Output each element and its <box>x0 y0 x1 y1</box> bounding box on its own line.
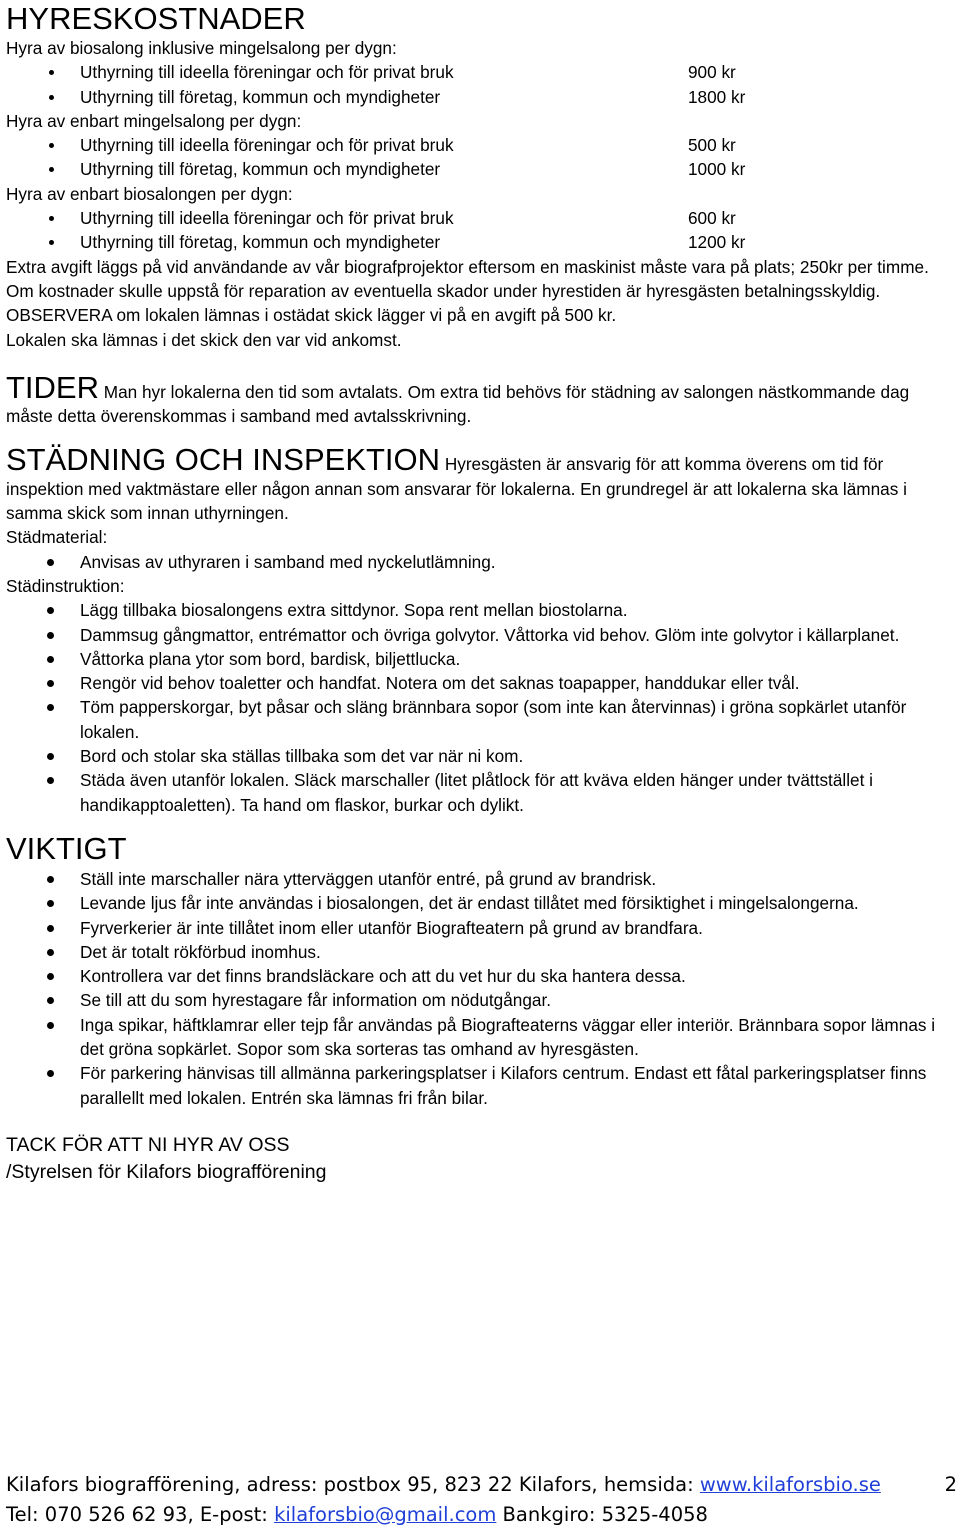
bullet-icon <box>6 647 80 671</box>
list-item <box>6 891 956 915</box>
bullet-icon <box>6 916 80 940</box>
bullet-icon <box>6 85 80 109</box>
price-value: 1800 kr <box>688 86 746 107</box>
list-item <box>6 695 956 744</box>
tider-text: Om extra tid behövs för städning av salongen nästkommande dag måste detta överenskommas i samband med avtalsskrivning. <box>6 381 910 427</box>
bullet-icon <box>6 671 80 695</box>
document-page <box>6 0 956 1186</box>
list-item <box>6 964 956 988</box>
price-label: Uthyrning till ideella föreningar och för privat bruk <box>80 135 454 156</box>
bullet-icon <box>6 964 80 988</box>
footer-address: Kilafors biografförening, adress: postbox 95, 823 22 Kilafors, hemsida: <box>6 1473 700 1496</box>
stadning-text: Hyresgästen är ansvarig för att komma överens om tid för inspektion med vaktmästare eller någon annan som ansvarar för lokalerna. En grundregel är att lokalerna ska lämnas i samma skick som innan uthyrningen. <box>6 454 907 524</box>
price-row <box>6 206 956 230</box>
bullet-icon <box>6 60 80 84</box>
list-item-text: Levande ljus får inte användas i biosalongen, det är endast tillåtet med försiktighet i mingelsalongerna. <box>80 893 859 914</box>
note-projector-fee: Extra avgift läggs på vid användande av vår biografprojektor eftersom en maskinist måste vara på plats; 250kr per timme. <box>6 256 929 277</box>
list-item-text: Lägg tillbaka biosalongens extra sittdynor. Sopa rent mellan biostolarna. <box>80 600 628 621</box>
price-value: 1200 kr <box>688 232 746 253</box>
pricing-heading-3: Hyra av enbart biosalongen per dygn: <box>6 183 293 204</box>
list-item-text: Våttorka plana ytor som bord, bardisk, biljettlucka. <box>80 648 461 669</box>
list-item <box>6 867 956 891</box>
tider-lead: Man hyr lokalerna den tid som avtalats. <box>103 381 403 402</box>
price-value: 900 kr <box>688 62 736 83</box>
list-item-text: Töm papperskorgar, byt påsar och släng brännbara sopor (som inte kan återvinnas) i gröna sopkärlet utanför lokalen. <box>80 697 907 742</box>
list-item <box>6 988 956 1012</box>
stadning-section <box>6 442 956 816</box>
footer-phone: Tel: 070 526 62 93, E-post: <box>6 1503 275 1526</box>
bullet-icon <box>6 695 80 744</box>
page-number: 2 <box>944 1473 957 1496</box>
material-label: Städmaterial: <box>6 527 108 548</box>
list-item <box>6 1013 956 1062</box>
list-item-text: Ställ inte marschaller nära ytterväggen utanför entré, på grund av brandrisk. <box>80 868 657 889</box>
bullet-icon <box>6 206 80 230</box>
pricing-heading-1: Hyra av biosalong inklusive mingelsalong per dygn: <box>6 38 397 58</box>
list-item-text: Dammsug gångmattor, entrémattor och övriga golvytor. Våttorka vid behov. Glöm inte golvytor i källarplanet. <box>80 624 900 645</box>
email-link[interactable]: kilaforsbio@gmail.com <box>274 1503 497 1526</box>
price-label: Uthyrning till företag, kommun och myndigheter <box>80 232 441 253</box>
price-value: 600 kr <box>688 208 736 229</box>
list-item-text: För parkering hänvisas till allmänna parkeringsplatser i Kilafors centrum. Endast ett fåtal parkeringsplatser finns parallellt med lokalen. Entrén ska lämnas fri från bilar. <box>80 1063 927 1108</box>
list-item-text: Se till att du som hyrestagare får information om nödutgångar. <box>80 990 552 1011</box>
pricing-notes <box>6 255 956 352</box>
price-row <box>6 133 956 157</box>
list-item-text: Bord och stolar ska ställas tillbaka som det var när ni kom. <box>80 746 524 767</box>
price-row <box>6 230 956 254</box>
price-row <box>6 157 956 181</box>
bullet-icon <box>6 230 80 254</box>
price-value: 500 kr <box>688 135 736 156</box>
list-item-text: Städa även utanför lokalen. Släck marschaller (litet plåtlock för att kväva elden hänger under tvättstället i handikapptoaletten). Ta hand om flaskor, burkar och dylikt. <box>80 770 873 815</box>
bullet-icon <box>6 1061 80 1110</box>
list-item <box>6 550 956 574</box>
list-item <box>6 671 956 695</box>
tider-heading: TIDER <box>6 369 99 405</box>
closing-signature: /Styrelsen för Kilafors biografförening <box>6 1160 327 1183</box>
viktigt-section <box>6 831 956 1110</box>
price-label: Uthyrning till företag, kommun och myndigheter <box>80 86 441 107</box>
list-item-text: Rengör vid behov toaletter och handfat. Notera om det saknas toapapper, handdukar eller tvål. <box>80 673 800 694</box>
bullet-icon <box>6 744 80 768</box>
page-footer <box>6 1470 956 1530</box>
bullet-icon <box>6 891 80 915</box>
price-label: Uthyrning till ideella föreningar och för privat bruk <box>80 208 454 229</box>
list-item-text: Anvisas av uthyraren i samband med nyckelutlämning. <box>80 551 496 572</box>
list-item <box>6 768 956 817</box>
list-item <box>6 1061 956 1110</box>
bullet-icon <box>6 867 80 891</box>
list-item <box>6 647 956 671</box>
footer-line-2 <box>6 1500 956 1530</box>
price-label: Uthyrning till företag, kommun och myndigheter <box>80 159 441 180</box>
note-cleaning-fee: OBSERVERA om lokalen lämnas i ostädat skick lägger vi på en avgift på 500 kr. <box>6 305 617 326</box>
bullet-icon <box>6 550 80 574</box>
list-item <box>6 598 956 622</box>
pricing-heading-2: Hyra av enbart mingelsalong per dygn: <box>6 110 302 131</box>
bullet-icon <box>6 598 80 622</box>
note-condition: Lokalen ska lämnas i det skick den var vid ankomst. <box>6 329 402 350</box>
footer-line-1 <box>6 1470 956 1500</box>
bullet-icon <box>6 133 80 157</box>
bullet-icon <box>6 988 80 1012</box>
bullet-icon <box>6 940 80 964</box>
price-label: Uthyrning till ideella föreningar och för privat bruk <box>80 62 454 83</box>
list-item-text: Kontrollera var det finns brandsläckare och att du vet hur du ska hantera dessa. <box>80 966 686 987</box>
price-row <box>6 60 956 84</box>
closing-thanks: TACK FÖR ATT NI HYR AV OSS <box>6 1133 290 1156</box>
list-item <box>6 623 956 647</box>
viktigt-heading: VIKTIGT <box>6 830 127 866</box>
note-damages: Om kostnader skulle uppstå för reparation av eventuella skador under hyrestiden är hyresgästen betalningsskyldig. <box>6 280 881 301</box>
stadning-heading: STÄDNING OCH INSPEKTION <box>6 442 441 478</box>
list-item <box>6 940 956 964</box>
closing <box>6 1132 956 1186</box>
price-value: 1000 kr <box>688 159 746 180</box>
pricing-section <box>6 36 956 255</box>
list-item-text: Inga spikar, häftklamrar eller tejp får användas på Biografteaterns väggar eller interiör. Brännbara sopor lämnas i det gröna sopkärlet. Sopor som ska sorteras tas omhand av hyresgästen. <box>80 1014 936 1059</box>
bullet-icon <box>6 768 80 817</box>
website-link[interactable]: www.kilaforsbio.se <box>699 1473 881 1496</box>
list-item-text: Det är totalt rökförbud inomhus. <box>80 941 321 962</box>
stadning-intro <box>6 442 956 525</box>
page-title: HYRESKOSTNADER <box>6 1 306 36</box>
footer-bankgiro: Bankgiro: 5325-4058 <box>496 1503 708 1526</box>
list-item <box>6 916 956 940</box>
price-row <box>6 85 956 109</box>
list-item <box>6 744 956 768</box>
tider-section <box>6 369 956 429</box>
instruktion-label: Städinstruktion: <box>6 575 125 596</box>
list-item-text: Fyrverkerier är inte tillåtet inom eller utanför Biografteatern på grund av brandfara. <box>80 917 703 938</box>
bullet-icon <box>6 1013 80 1062</box>
bullet-icon <box>6 623 80 647</box>
bullet-icon <box>6 157 80 181</box>
